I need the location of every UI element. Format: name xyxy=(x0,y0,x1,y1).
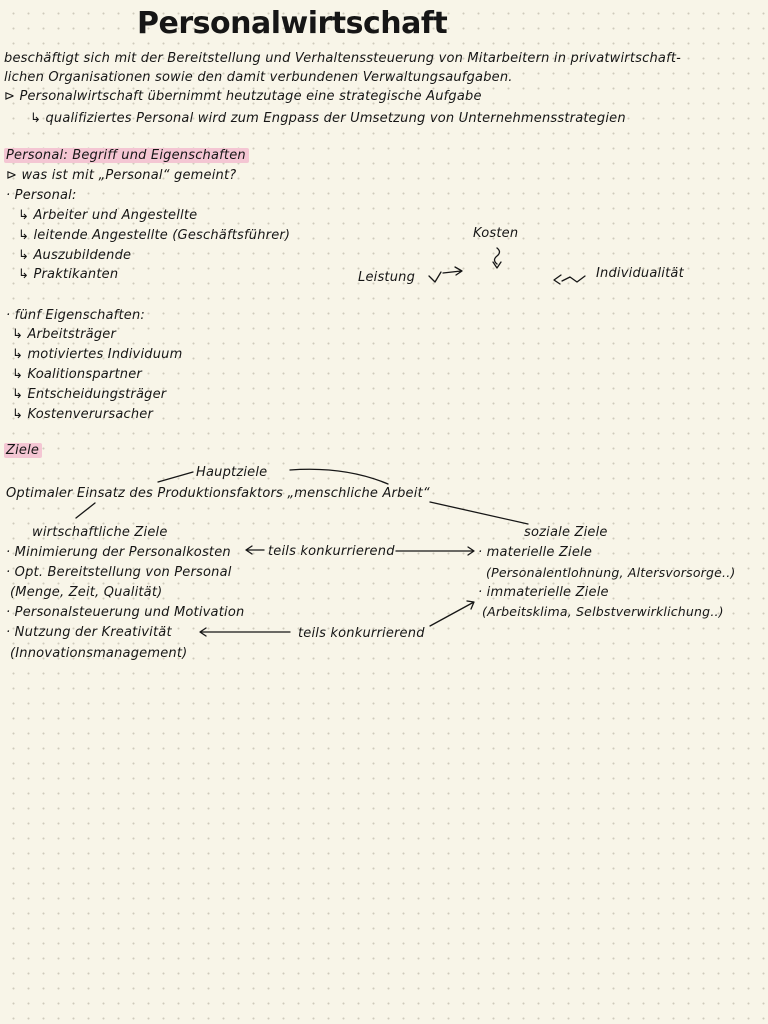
list-item: · Minimierung der Personalkosten xyxy=(6,545,231,560)
hauptziele-label: Hauptziele xyxy=(196,465,268,480)
list-item: · materielle Ziele xyxy=(478,545,593,560)
list-item: (Arbeitsklima, Selbstverwirklichung..) xyxy=(482,604,724,619)
return-arrow-icon: ↳ xyxy=(18,208,34,223)
section-heading-personal: Personal: Begriff und Eigenschaften xyxy=(6,148,249,164)
diagram-leistung: Leistung xyxy=(358,270,416,285)
return-arrow-icon: ↳ xyxy=(12,347,28,362)
return-arrow-icon: ↳ xyxy=(12,367,28,382)
arrow-left-icon xyxy=(246,546,264,554)
intro-line-3: ⊳ Personalwirtschaft übernimmt heutzutage eine strategische Aufgabe xyxy=(4,89,482,104)
personal-label: · Personal: xyxy=(6,188,77,203)
konkurrierend-label-1: teils konkurrierend xyxy=(268,544,395,559)
list-item: ↳ Auszubildende xyxy=(18,248,132,263)
branch-line xyxy=(76,503,95,518)
page-title: Personalwirtschaft xyxy=(137,6,448,41)
return-arrow-icon: ↳ xyxy=(12,327,28,342)
arrow-right-icon: ⊳ xyxy=(6,168,22,183)
return-arrow-icon: ↳ xyxy=(12,387,28,402)
return-arrow-icon: ↳ xyxy=(18,248,34,263)
list-item: ↳ leitende Angestellte (Geschäftsführer) xyxy=(18,228,291,243)
section-heading-ziele: Ziele xyxy=(6,443,42,459)
connector-line xyxy=(290,469,388,484)
branch-line xyxy=(430,502,528,524)
list-item: (Innovationsmanagement) xyxy=(10,646,188,661)
list-item: · immaterielle Ziele xyxy=(478,585,609,600)
arrow-right-icon xyxy=(396,547,474,555)
return-arrow-icon: ↳ xyxy=(30,111,46,126)
soziale-ziele-heading: soziale Ziele xyxy=(524,525,608,540)
connector-line xyxy=(158,472,193,482)
personal-question: ⊳ was ist mit „Personal“ gemeint? xyxy=(6,168,237,183)
list-item: ↳ Kostenverursacher xyxy=(12,407,154,422)
main-goal: Optimaler Einsatz des Produktionsfaktors „menschliche Arbeit“ xyxy=(6,486,430,501)
arrow-right-icon xyxy=(430,601,474,626)
list-item: ↳ Praktikanten xyxy=(18,267,119,282)
return-arrow-icon: ↳ xyxy=(18,267,34,282)
intro-line-1: beschäftigt sich mit der Bereitstellung und Verhaltenssteuerung von Mitarbeitern in privatwirtschaft- xyxy=(4,51,682,66)
konkurrierend-label-2: teils konkurrierend xyxy=(298,626,425,641)
list-item: ↳ Arbeiter und Angestellte xyxy=(18,208,198,223)
intro-line-4: ↳ qualifiziertes Personal wird zum Engpass der Umsetzung von Unternehmensstrategien xyxy=(30,111,626,126)
wirtschaftliche-ziele-heading: wirtschaftliche Ziele xyxy=(32,525,168,540)
return-arrow-icon: ↳ xyxy=(12,407,28,422)
list-item: (Menge, Zeit, Qualität) xyxy=(10,585,163,600)
arrow-left-icon xyxy=(200,628,290,636)
list-item: ↳ motiviertes Individuum xyxy=(12,347,183,362)
arrow-right-icon xyxy=(429,267,462,282)
return-arrow-icon: ↳ xyxy=(18,228,34,243)
diagram-kosten: Kosten xyxy=(473,226,519,241)
list-item: ↳ Arbeitsträger xyxy=(12,327,117,342)
list-item: · Nutzung der Kreativität xyxy=(6,625,172,640)
eigenschaften-label: · fünf Eigenschaften: xyxy=(6,308,145,323)
squiggle-arrow-icon xyxy=(493,248,501,268)
list-item: · Opt. Bereitstellung von Personal xyxy=(6,565,232,580)
list-item: · Personalsteuerung und Motivation xyxy=(6,605,245,620)
list-item: ↳ Koalitionspartner xyxy=(12,367,142,382)
intro-line-2: lichen Organisationen sowie den damit verbundenen Verwaltungsaufgaben. xyxy=(4,70,513,85)
arrow-right-icon: ⊳ xyxy=(4,89,20,104)
list-item: (Personalentlohnung, Altersvorsorge..) xyxy=(486,565,736,580)
diagram-individualitaet: Individualität xyxy=(596,266,684,281)
list-item: ↳ Entscheidungsträger xyxy=(12,387,167,402)
arrow-left-icon xyxy=(554,275,585,284)
